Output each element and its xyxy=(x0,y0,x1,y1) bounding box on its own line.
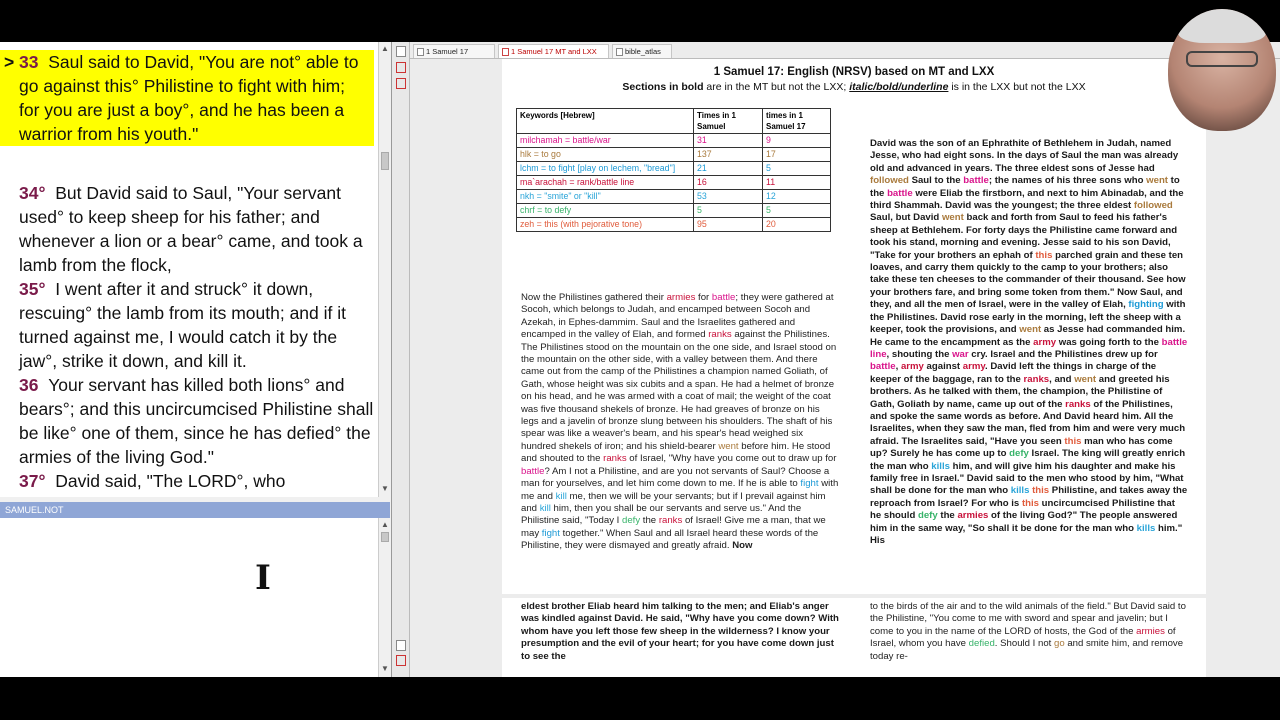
tab-1-samuel-17-chiasm[interactable] xyxy=(413,44,495,58)
scroll-down-arrow-icon[interactable]: ▼ xyxy=(381,664,389,673)
verse-number: 35° xyxy=(19,279,46,299)
column-header-times-in-chapter: times in 1 Samuel 17 xyxy=(763,109,831,134)
left-column-bold-tail: Now xyxy=(732,540,753,552)
table-row xyxy=(517,176,831,190)
page-icon[interactable] xyxy=(396,46,406,57)
count-cell: 31 xyxy=(694,134,763,148)
application-window xyxy=(0,42,1280,677)
verse-number: 36 xyxy=(19,375,39,395)
table-header-row xyxy=(517,109,831,134)
table-row xyxy=(517,148,831,162)
table-row xyxy=(517,134,831,148)
notes-scrollbar[interactable] xyxy=(378,518,391,677)
count-cell: 12 xyxy=(763,190,831,204)
glasses-icon xyxy=(1186,51,1258,67)
presenter-webcam-overlay xyxy=(1168,9,1276,131)
tab-label: 1 Samuel 17 xyxy=(426,47,469,56)
column-header-times-in-samuel: Times in 1 Samuel xyxy=(694,109,763,134)
verse-35-body xyxy=(0,277,374,373)
keyword-cell: zeh = this (with pejorative tone) xyxy=(517,218,694,232)
scrollbar-thumb[interactable] xyxy=(381,152,389,170)
verse-33[interactable] xyxy=(0,50,374,146)
count-cell: 17 xyxy=(763,148,831,162)
verse-34-body xyxy=(0,181,374,277)
document-page-2 xyxy=(502,598,1206,677)
verse-33-body xyxy=(0,50,374,146)
keyword-cell: ma`arachah = rank/battle line xyxy=(517,176,694,190)
subtitle-middle: are in the MT but not the LXX; xyxy=(703,81,850,93)
count-cell: 95 xyxy=(694,218,763,232)
verse-37[interactable] xyxy=(0,469,374,493)
count-cell: 5 xyxy=(694,204,763,218)
table-row xyxy=(517,204,831,218)
table-row xyxy=(517,218,831,232)
tab-label: 1 Samuel 17 MT and LXX xyxy=(511,47,597,56)
count-cell: 53 xyxy=(694,190,763,204)
count-cell: 5 xyxy=(763,204,831,218)
notes-editor[interactable] xyxy=(0,518,378,677)
table-row xyxy=(517,162,831,176)
presenter-hair xyxy=(1178,9,1266,43)
count-cell: 11 xyxy=(763,176,831,190)
current-verse-caret: > xyxy=(4,52,15,72)
scroll-down-arrow-icon[interactable]: ▼ xyxy=(381,484,389,493)
tab-1-samuel-17-mt-and-lxx[interactable] xyxy=(498,44,609,58)
subtitle-italic-bold-underline: italic/bold/underline xyxy=(849,81,949,93)
left-column-text: Now the Philistines gathered their armies for battle; they were gathered at Socoh, which belongs to Judah, and encamped between Socoh and Azekah, in Ephes-dammim. Saul and the Israelites gathered and encamped in the valley of Elah, and formed ranks against the Philistines. The Philistines stood on the mountain on the one side, and Israel stood on the mountain on the other side, with a valley between them. And there came out from the camp of the Philistines a champion named Goliath, of Gath, whose height was six cubits and a span. He had a helmet of bronze on his head, and he was armed with a coat of mail; the weight of the coat was five thousand shekels of bronze. He had greaves of bronze on his legs and a javelin of bronze slung between his shoulders. The shaft of his spear was like a weaver's beam, and his spear's head weighed six hundred shekels of iron; and his shield-bearer went before him. He stood and shouted to the ranks of Israel, "Why have you come out to draw up for battle? Am I not a Philistine, and are you not servants of Saul? Choose a man for yourselves, and let him come down to me. If he is able to fight with me and kill me, then we will be your servants; but if I prevail against him and kill him, then you shall be our servants and serve us." And the Philistine said, "Today I defy the ranks of Israel! Give me a man, that we may fight together." When Saul and all Israel heard these words of the Philistine, they were dismayed and greatly afraid. xyxy=(521,292,839,552)
pdf-icon[interactable] xyxy=(396,78,406,89)
verse-number: 37° xyxy=(19,471,46,491)
count-cell: 137 xyxy=(694,148,763,162)
table-row xyxy=(517,190,831,204)
keyword-cell: hlk = to go xyxy=(517,148,694,162)
count-cell: 5 xyxy=(763,162,831,176)
notes-file-header[interactable]: SAMUEL.NOT xyxy=(0,502,390,518)
keyword-cell: lchm = to fight [play on lechem, "bread"] xyxy=(517,162,694,176)
document-title: 1 Samuel 17: English (NRSV) based on MT and LXX xyxy=(713,66,995,78)
verse-text-area[interactable] xyxy=(0,42,378,497)
verse-37-body xyxy=(0,469,374,493)
verse-text: David said, "The LORD°, who xyxy=(55,471,286,491)
subtitle-bold-part: Sections in bold xyxy=(622,81,704,93)
scroll-up-arrow-icon[interactable]: ▲ xyxy=(381,44,389,53)
verse-number: 33 xyxy=(19,52,39,72)
subtitle-end: is in the LXX but not the LXX xyxy=(948,81,1086,93)
pdf-icon xyxy=(502,48,509,56)
keyword-cell: nkh = "smite" or "kill" xyxy=(517,190,694,204)
column-header-keywords: Keywords [Hebrew] xyxy=(517,109,694,134)
count-cell: 9 xyxy=(763,134,831,148)
keyword-cell: milchamah = battle/war xyxy=(517,134,694,148)
pdf-icon[interactable] xyxy=(396,655,406,666)
tab-label: bible_atlas xyxy=(625,47,661,56)
verse-34[interactable] xyxy=(0,181,374,277)
verse-36[interactable] xyxy=(0,373,374,469)
narrative-left-column xyxy=(521,292,839,553)
verse-36-body xyxy=(0,373,374,469)
scroll-up-arrow-icon[interactable]: ▲ xyxy=(381,520,389,529)
keywords-table xyxy=(516,108,831,232)
narrative-right-column: David was the son of an Ephrathite of Bethlehem in Judah, named Jesse, who had eight sons. In the days of Saul the man was already old and advanced in years. The three eldest sons of Jesse had followed Saul to the battle; the names of his three sons who went to the battle were Eliab the firstborn, and next to him Abinadab, and the third Shammah. David was the youngest; the three eldest followed Saul, but David went back and forth from Saul to feed his father's sheep at Bethlehem. For forty days the Philistine came forward and took his stand, morning and evening. Jesse said to his son David, "Take for your brothers an ephah of this parched grain and these ten loaves, and carry them quickly to the camp to your brothers; also take these ten cheeses to the commander of their thousand. See how your brothers fare, and bring some token from them." Now Saul, and they, and all the men of Israel, were in the valley of Elah, fighting with the Philistines. David rose early in the morning, left the sheep with a keeper, took the provisions, and went as Jesse had commanded him. He came to the encampment as the army was going forth to the battle line, shouting the war cry. Israel and the Philistines drew up for battle, army against army. David left the things in charge of the keeper of the baggage, ran to the ranks, and went and greeted his brothers. As he talked with them, the champion, the Philistine of Gath, Goliath by name, came up out of the ranks of the Philistines, and spoke the same words as before. And David heard him. All the Israelites, when they saw the man, fled from him and were very much afraid. The Israelites said, "Have you seen this man who has come up? Surely he has come up to defy Israel. The king will greatly enrich the man who kills him, and will give him his daughter and make his family free in Israel." David said to the men who stood by him, "What shall be done for the man who kills this Philistine, and takes away the reproach from Israel? For who is this uncircumcised Philistine that he should defy the armies of the living God?" The people answered him in the same way, "So shall it be done for the man who kills him." His xyxy=(870,138,1188,546)
page2-left-column: eldest brother Eliab heard him talking to the men; and Eliab's anger was kindled against David. He said, "Why have you come down? With whom have you left those few sheep in the wilderness? I know your presumption and the evil of your heart; for you have come down just to see the xyxy=(521,601,839,662)
document-page-1 xyxy=(502,59,1206,594)
tab-bible-atlas[interactable] xyxy=(612,44,672,58)
verse-text: I went after it and struck° it down, rescuing° the lamb from its mouth; and if it turned against me, I would catch it by the jaw°, strike it down, and kill it. xyxy=(19,279,346,371)
keyword-cell: chrf = to defy xyxy=(517,204,694,218)
verse-text: But David said to Saul, "Your servant used° to keep sheep for his father; and whenever a lion or a bear° came, and took a lamb from the flock, xyxy=(19,183,363,275)
side-toolbar xyxy=(392,42,410,677)
bible-text-pane xyxy=(0,42,392,677)
text-cursor-icon: I xyxy=(255,558,271,598)
page2-right-column: to the birds of the air and to the wild animals of the field." But David said to the Philistine, "You come to me with sword and spear and javelin; but I come to you in the name of the LORD of hosts, the God of the armies of Israel, whom you have defied. Should I not go and smite him, and remove today re- xyxy=(870,601,1186,662)
verse-scrollbar[interactable] xyxy=(378,42,391,497)
count-cell: 20 xyxy=(763,218,831,232)
verse-35[interactable] xyxy=(0,277,374,373)
verse-text: Your servant has killed both lions° and bears°; and this uncircumcised Philistine shall be like° one of them, since he has defied° the armies of the living God." xyxy=(19,375,374,467)
pdf-icon[interactable] xyxy=(396,62,406,73)
comment-icon[interactable] xyxy=(396,640,406,651)
count-cell: 21 xyxy=(694,162,763,176)
document-icon xyxy=(616,48,623,56)
document-tab-bar xyxy=(410,42,1280,59)
scrollbar-thumb[interactable] xyxy=(381,532,389,542)
verse-text: Saul said to David, "You are not° able to go against this° Philistine to fight with him; for you are just a boy°, and he has been a warrior from his youth." xyxy=(19,52,359,144)
document-subtitle xyxy=(502,81,1206,93)
verse-number: 34° xyxy=(19,183,46,203)
document-icon xyxy=(417,48,424,56)
count-cell: 16 xyxy=(694,176,763,190)
